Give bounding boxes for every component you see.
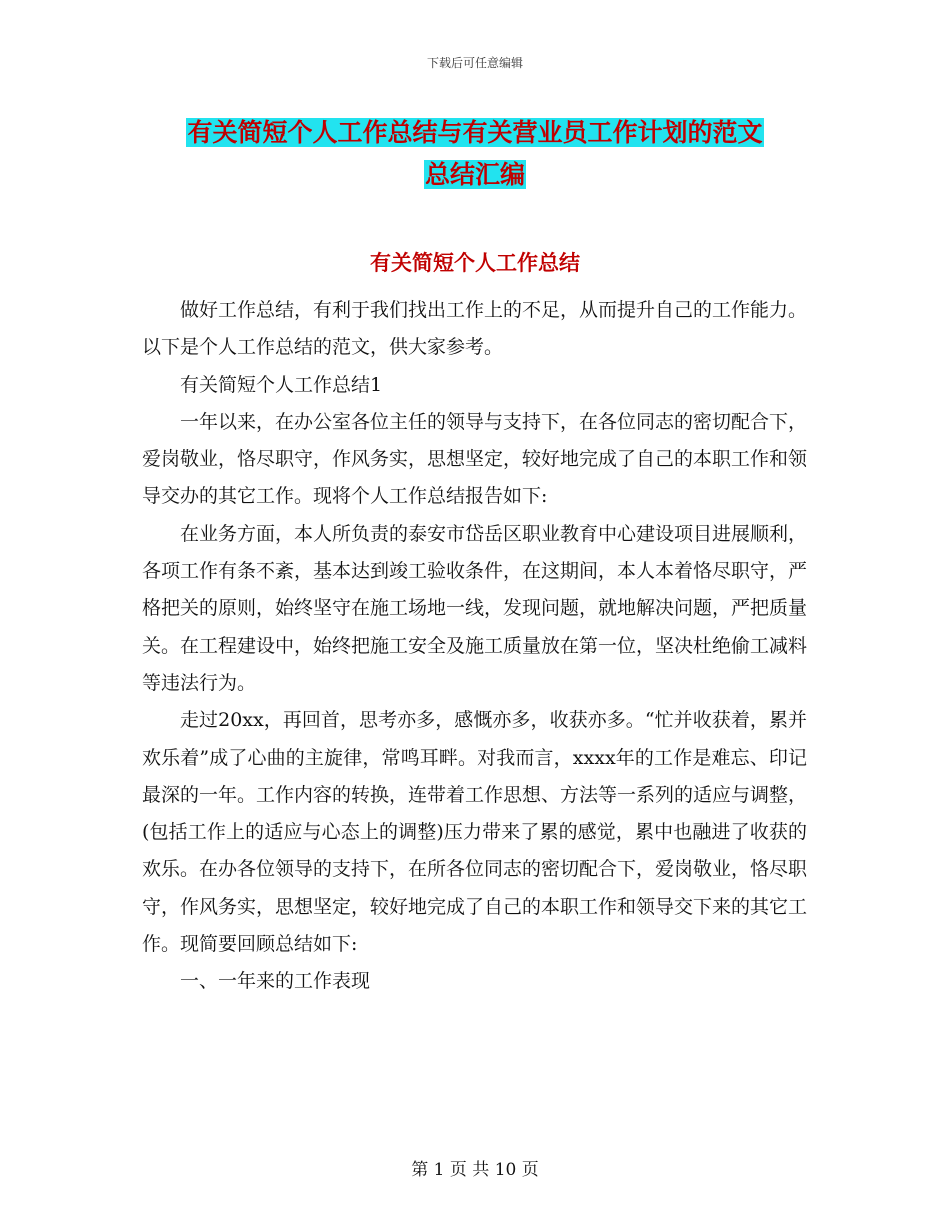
document-title-line2: 总结汇编 xyxy=(424,160,525,189)
paragraph-heading-2: 一、一年来的工作表现 xyxy=(180,970,371,993)
paragraph: 一年以来，在办公室各位主任的领导与支持下，在各位同志的密切配合下，爱岗敬业，恪尽职守，作风务实，思想坚定，较好地完成了自己的本职工作和领导交办的其它工作。现将个人工作总结报告如下: xyxy=(142,410,808,508)
paragraph: 走过20xx，再回首，思考亦多，感慨亦多，收获亦多。“忙并收获着，累并欢乐着”成了心曲的主旋律，常鸣耳畔。对我而言，xxxx年的工作是难忘、印记最深的一年。工作内容的转换，连带着工作思想、方法等一系列的适应与调整，(包括工作上的适应与心态上的调整)压力带来了累的感觉，累中也融进了收获的欢乐。在办各位领导的支持下，在所各位同志的密切配合下，爱岗敬业，恪尽职守，作风务实，思想坚定，较好地完成了自己的本职工作和领导交下来的其它工作。现简要回顾总结如下: xyxy=(142,709,808,956)
document-title xyxy=(0,112,950,196)
header-note: 下载后可任意编辑 xyxy=(426,56,523,70)
paragraph: 在业务方面，本人所负责的泰安市岱岳区职业教育中心建设项目进展顺利，各项工作有条不紊，基本达到竣工验收条件，在这期间，本人本着恪尽职守，严格把关的原则，始终坚守在施工场地一线，发现问题，就地解决问题，严把质量关。在工程建设中，始终把施工安全及施工质量放在第一位，坚决杜绝偷工减料等违法行为。 xyxy=(142,522,808,694)
paragraph-heading-1: 有关简短个人工作总结1 xyxy=(180,373,383,396)
document-title-line1: 有关简短个人工作总结与有关营业员工作计划的范文 xyxy=(187,118,763,147)
paragraph-intro: 做好工作总结，有利于我们找出工作上的不足，从而提升自己的工作能力。以下是个人工作总结的范文，供大家参考。 xyxy=(142,299,808,359)
document-body xyxy=(142,292,807,1001)
page-footer: 第 1 页 共 10 页 xyxy=(411,1160,539,1180)
section-title: 有关简短个人工作总结 xyxy=(370,251,580,275)
